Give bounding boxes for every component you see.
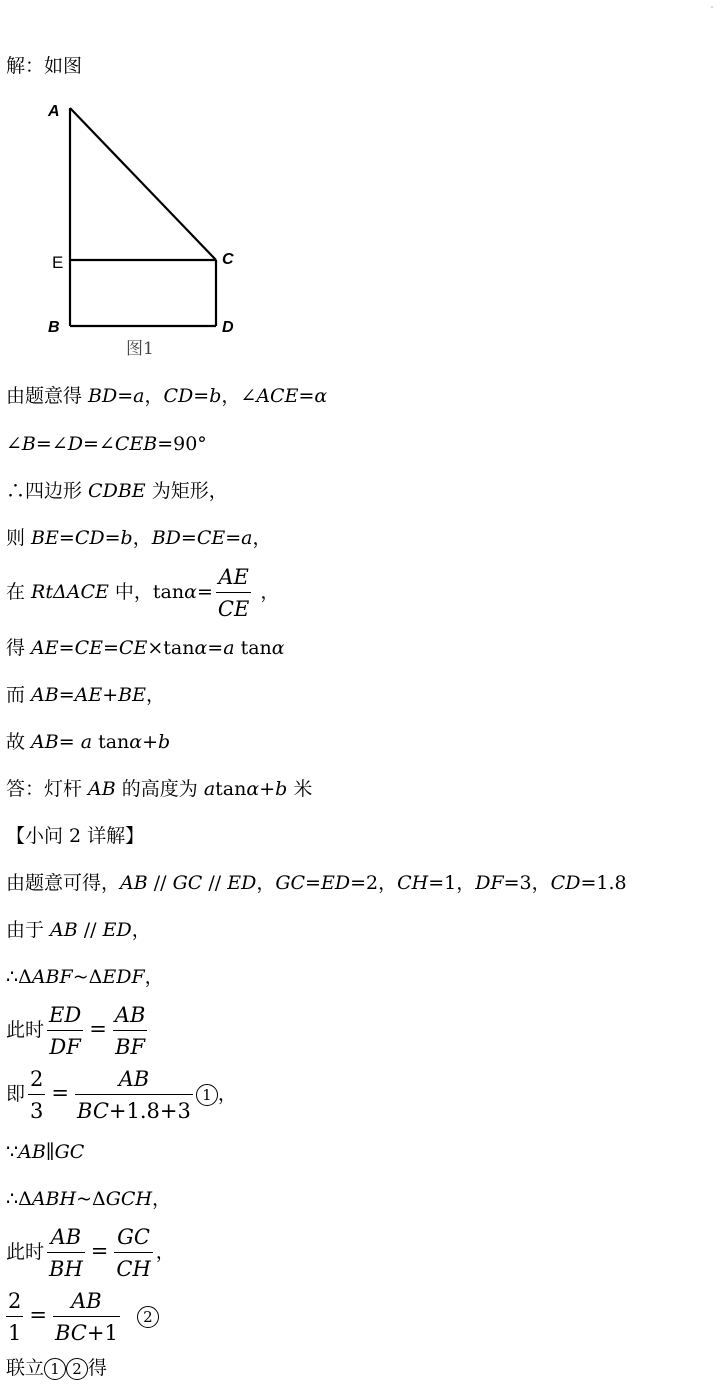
text-line-4: 则 BE=CD=b，BD=CE=a， <box>6 527 272 549</box>
fraction-AB-over-BC-plus: $\frac{AB}{BC+1.8+3}$ <box>77 1067 191 1123</box>
circled-number-1: 1 <box>196 1084 218 1106</box>
fraction-AB-over-BC-plus-1: $\frac{AB}{BC+1}$ <box>54 1289 118 1345</box>
text-line-p2-8-ratio: 此时 $\frac{AB}{BH}$ = $\frac{GC}{CH}$ ， <box>6 1225 175 1281</box>
text-line-6: 得 AE=CE=CE×tanα=a tanα <box>6 637 285 659</box>
label-D: D <box>222 319 234 336</box>
figure-1-diagram <box>44 96 244 366</box>
circled-number-2: 2 <box>137 1306 159 1328</box>
fraction-AB-over-BH: $\frac{AB}{BH}$ <box>49 1225 83 1281</box>
text-line-p2-7: ∴ΔABH~ΔGCH， <box>6 1188 172 1210</box>
label-B: B <box>48 319 60 336</box>
label-E: E <box>52 253 64 272</box>
text-line-p2-1: 由题意可得，AB // GC // ED，GC=ED=2，CH=1，DF=3，CD=1.8 <box>6 872 627 894</box>
fraction-AE-over-CE: $\frac{AE}{CE}$ <box>217 565 250 621</box>
text-line-p2-10: 联立 1 2 得 <box>6 1357 108 1379</box>
fraction-GC-over-CH: $\frac{GC}{CH}$ <box>116 1225 151 1281</box>
fraction-AB-over-BF: $\frac{AB}{BF}$ <box>114 1003 146 1059</box>
fraction-2-over-3: $\frac{2}{3}$ <box>30 1067 44 1123</box>
text-line-p2-9-equation-2: $\frac{2}{1}$ = $\frac{AB}{BC+1}$ 2 <box>6 1288 159 1346</box>
text-line-p2-6: ∵AB∥GC <box>6 1141 85 1163</box>
answer-line: 答：灯杆 AB 的高度为 atanα+b 米 <box>6 778 313 800</box>
segment-AC <box>70 108 216 260</box>
part2-heading: 【小问 2 详解】 <box>6 825 145 847</box>
text-line-8: 故 AB= a tanα+b <box>6 731 171 753</box>
text-line-p2-5-equation-1: 即 $\frac{2}{3}$ = $\frac{AB}{BC+1.8+3}$ 1 ， <box>6 1067 237 1123</box>
fraction-2-over-1: $\frac{2}{1}$ <box>8 1289 22 1345</box>
solution-header: 解：如图 <box>6 55 83 77</box>
figure-caption: 图1 <box>126 339 154 359</box>
circled-number-1-ref: 1 <box>44 1358 66 1380</box>
text-line-3: ∴四边形 CDBE 为矩形， <box>6 480 228 502</box>
label-C: C <box>222 251 234 268</box>
text-line-p2-3: ∴ΔABF~ΔEDF， <box>6 966 164 988</box>
text-line-2: ∠B=∠D=∠CEB=90° <box>6 433 207 455</box>
label-A: A <box>48 103 60 120</box>
fraction-ED-over-DF: $\frac{ED}{DF}$ <box>49 1003 82 1059</box>
corner-speck <box>711 6 713 8</box>
text-line-5-tan-fraction: 在 RtΔACE 中，tanα= $\frac{AE}{CE}$ ， <box>6 565 280 621</box>
circled-number-2-ref: 2 <box>66 1358 88 1380</box>
text-line-7: 而 AB=AE+BE， <box>6 684 166 706</box>
text-line-1: 由题意得 BD=a，CD=b，∠ACE=α <box>6 385 328 407</box>
text-line-p2-2: 由于 AB // ED， <box>6 919 151 941</box>
text-line-p2-4-ratio: 此时 $\frac{ED}{DF}$ = $\frac{AB}{BF}$ <box>6 1003 146 1059</box>
